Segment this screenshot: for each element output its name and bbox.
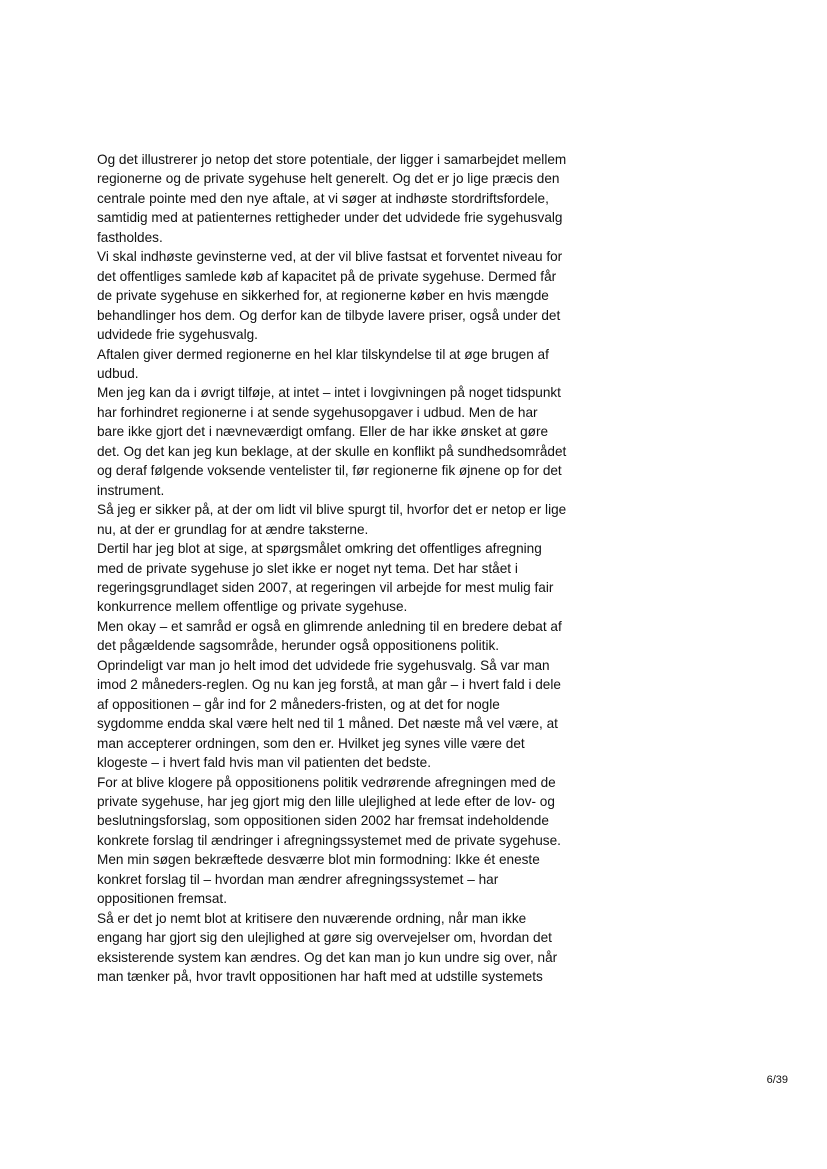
- text-line: regionerne og de private sygehuse helt generelt. Og det er jo lige præcis den: [97, 171, 560, 187]
- text-line: fastholdes.: [97, 229, 163, 245]
- text-line: Aftalen giver dermed regionerne en hel klar tilskyndelse til at øge brugen af: [97, 346, 549, 362]
- text-line: Vi skal indhøste gevinsterne ved, at der vil blive fastsat et forventet niveau for: [97, 249, 563, 265]
- text-line: konkrete forslag til ændringer i afregningssystemet med de private sygehuse.: [97, 832, 561, 848]
- text-line: udvidede frie sygehusvalg.: [97, 327, 258, 343]
- text-line: imod 2 måneders-reglen. Og nu kan jeg forstå, at man går – i hvert fald i dele: [97, 677, 561, 693]
- text-line: man accepterer ordningen, som den er. Hvilket jeg synes ville være det: [97, 735, 525, 751]
- text-line: centrale pointe med den nye aftale, at vi søger at indhøste stordriftsfordele,: [97, 190, 549, 206]
- text-line: det pågældende sagsområde, herunder også oppositionens politik.: [97, 638, 500, 654]
- text-line: med de private sygehuse jo slet ikke er noget nyt tema. Det har stået i: [97, 560, 518, 576]
- text-line: man tænker på, hvor travlt oppositionen har haft med at udstille systemets: [97, 969, 543, 985]
- text-line: regeringsgrundlaget siden 2007, at regeringen vil arbejde for mest mulig fair: [97, 579, 554, 595]
- text-line: af oppositionen – går ind for 2 måneders-fristen, og at det for nogle: [97, 696, 500, 712]
- text-line: instrument.: [97, 482, 165, 498]
- text-line: oppositionen fremsat.: [97, 891, 227, 907]
- text-line: udbud.: [97, 365, 139, 381]
- text-line: Men jeg kan da i øvrigt tilføje, at intet – intet i lovgivningen på noget tidspunkt: [97, 385, 561, 401]
- body-text: [97, 150, 593, 986]
- text-line: private sygehuse, har jeg gjort mig den lille ulejlighed at lede efter de lov- og: [97, 793, 555, 809]
- text-line: de private sygehuse en sikkerhed for, at regionerne køber en hvis mængde: [97, 288, 549, 304]
- text-line: Oprindeligt var man jo helt imod det udvidede frie sygehusvalg. Så var man: [97, 657, 550, 673]
- page-number: 6/39: [766, 1074, 788, 1086]
- text-line: bare ikke gjort det i nævneværdigt omfang. Eller de har ikke ønsket at gøre: [97, 424, 549, 440]
- text-line: Dertil har jeg blot at sige, at spørgsmålet omkring det offentliges afregning: [97, 541, 542, 557]
- text-line: klogeste – i hvert fald hvis man vil patienten det bedste.: [97, 755, 431, 771]
- text-line: For at blive klogere på oppositionens politik vedrørende afregningen med de: [97, 774, 556, 790]
- text-line: konkret forslag til – hvordan man ændrer afregningssystemet – har: [97, 871, 499, 887]
- text-line: beslutningsforslag, som oppositionen siden 2002 har fremsat indeholdende: [97, 813, 549, 829]
- text-line: nu, at der er grundlag for at ændre taksterne.: [97, 521, 369, 537]
- text-line: det. Og det kan jeg kun beklage, at der skulle en konflikt på sundhedsområdet: [97, 443, 567, 459]
- text-line: har forhindret regionerne i at sende sygehusopgaver i udbud. Men de har: [97, 404, 538, 420]
- text-line: sygdomme endda skal være helt ned til 1 måned. Det næste må vel være, at: [97, 716, 558, 732]
- text-line: Så er det jo nemt blot at kritisere den nuværende ordning, når man ikke: [97, 910, 527, 926]
- text-line: Og det illustrerer jo netop det store potentiale, der ligger i samarbejdet mellem: [97, 152, 567, 167]
- text-line: konkurrence mellem offentlige og private sygehuse.: [97, 599, 408, 615]
- text-line: og deraf følgende voksende ventelister til, før regionerne fik øjnene op for det: [97, 463, 562, 479]
- text-line: Så jeg er sikker på, at der om lidt vil blive spurgt til, hvorfor det er netop er lige: [97, 502, 567, 518]
- text-line: Men min søgen bekræftede desværre blot min formodning: Ikke ét eneste: [97, 852, 540, 868]
- text-line: samtidig med at patienternes rettigheder under det udvidede frie sygehusvalg: [97, 210, 563, 226]
- text-line: engang har gjort sig den ulejlighed at gøre sig overvejelser om, hvordan det: [97, 930, 552, 946]
- text-line: det offentliges samlede køb af kapacitet på de private sygehuse. Dermed får: [97, 268, 557, 284]
- text-line: behandlinger hos dem. Og derfor kan de tilbyde lavere priser, også under det: [97, 307, 561, 323]
- text-line: Men okay – et samråd er også en glimrende anledning til en bredere debat af: [97, 618, 562, 634]
- text-line: eksisterende system kan ændres. Og det kan man jo kun undre sig over, når: [97, 949, 558, 965]
